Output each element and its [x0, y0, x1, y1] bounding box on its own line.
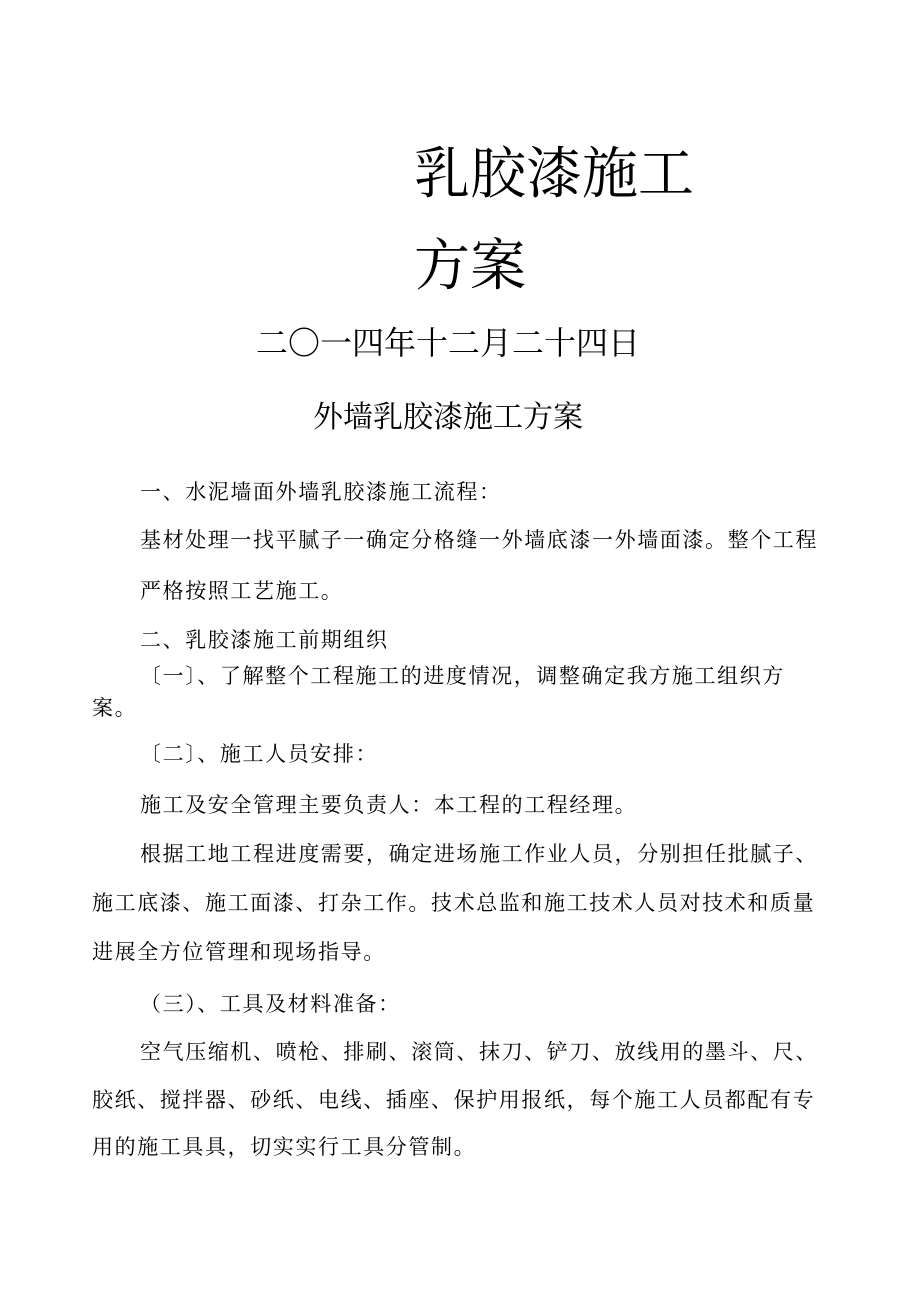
paragraph-line: 用的施工具具，切实实行工具分管制。 [92, 1135, 477, 1159]
cover-title-line1: 乳胶漆施工 [414, 142, 694, 207]
paragraph-line: 案。 [92, 696, 138, 720]
document-date: 二〇一四年十二月二十四日 [256, 324, 641, 362]
cover-title-line2: 方案 [414, 234, 526, 299]
paragraph-line: 根据工地工程进度需要，确定进场施工作业人员，分别担任批腻子、 [140, 842, 818, 866]
main-title: 外墙乳胶漆施工方案 [313, 400, 583, 435]
paragraph-line: 严格按照工艺施工。 [140, 579, 344, 603]
paragraph-line: 进展全方位管理和现场指导。 [92, 940, 386, 964]
paragraph-line: 一、水泥墙面外墙乳胶漆施工流程： [140, 480, 502, 504]
paragraph-line: 基材处理一找平腻子一确定分格缝一外墙底漆一外墙面漆。整个工程 [140, 528, 818, 552]
paragraph-line: 胶纸、搅拌器、砂纸、电线、插座、保护用报纸，每个施工人员都配有专 [92, 1088, 816, 1112]
paragraph-line: 施工底漆、施工面漆、打杂工作。技术总监和施工技术人员对技术和质量 [92, 891, 816, 915]
paragraph-line: 〔二〕、施工人员安排： [140, 742, 379, 766]
paragraph-line: 施工及安全管理主要负责人：本工程的工程经理。 [140, 793, 638, 817]
paragraph-line: 二、乳胶漆施工前期组织 [140, 628, 389, 652]
paragraph-line: 空气压缩机、喷枪、排刷、滚筒、抹刀、铲刀、放线用的墨斗、尺、 [140, 1040, 818, 1064]
paragraph-line: 〔一〕、了解整个工程施工的进度情况，调整确定我方施工组织方 [140, 664, 785, 688]
paragraph-line: （三）、工具及材料准备： [140, 992, 401, 1016]
